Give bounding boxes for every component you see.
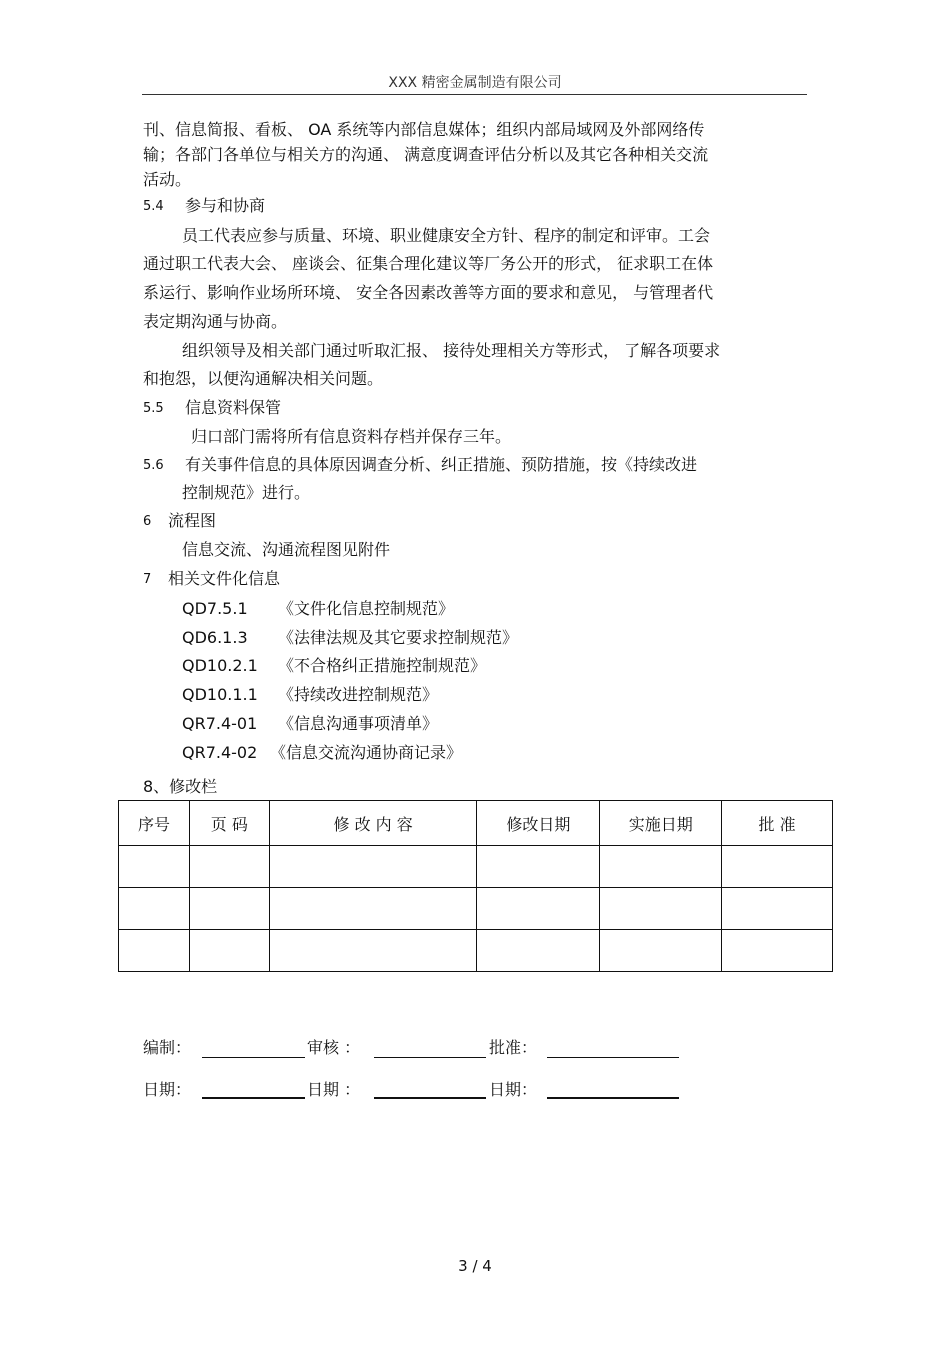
table-row — [119, 846, 833, 888]
col-header-page: 页 码 — [189, 801, 269, 846]
section-5-5-text: 归口部门需将所有信息资料存档并保存三年。 — [191, 427, 512, 446]
doc-code: QD10.1.1 — [182, 685, 258, 704]
col-header-approve: 批 准 — [722, 801, 833, 846]
col-header-seq: 序号 — [119, 801, 190, 846]
doc-name: 《信息沟通事项清单》 — [278, 714, 439, 733]
section-6-text: 信息交流、沟通流程图见附件 — [182, 540, 391, 559]
doc-name: 《不合格纠正措施控制规范》 — [278, 656, 487, 675]
approve-label: 批准： — [489, 1038, 538, 1057]
page-number: 3 / 4 — [458, 1257, 492, 1275]
revision-header-row — [119, 801, 833, 846]
table-cell — [600, 888, 722, 930]
review-label: 审核 ： — [307, 1038, 361, 1057]
table-cell — [269, 846, 477, 888]
section-5-6-line-1: 有关事件信息的具体原因调查分析、纠正措施、预防措施，按《持续改进 — [185, 455, 698, 474]
compile-blank — [202, 1039, 305, 1058]
doc-name: 《持续改进控制规范》 — [278, 685, 439, 704]
doc-code: QR7.4-02 — [182, 743, 258, 762]
section-8-title: 8、修改栏 — [143, 777, 218, 796]
col-header-content: 修 改 内 容 — [269, 801, 477, 846]
s54-p2-line-1: 组织领导及相关部门通过听取汇报、 接待处理相关方等形式， 了解各项要求 — [182, 341, 721, 360]
section-5-6-line-2: 控制规范》进行。 — [182, 483, 311, 502]
s54-p1-line-1: 员工代表应参与质量、环境、职业健康安全方针、程序的制定和评审。工会 — [182, 226, 711, 245]
s54-p1-line-2: 通过职工代表大会、 座谈会、征集合理化建议等厂务公开的形式， 征求职工在体 — [143, 254, 714, 273]
approve-blank — [547, 1039, 679, 1058]
doc-code: QD10.2.1 — [182, 656, 258, 675]
col-header-effective-date: 实施日期 — [600, 801, 722, 846]
s54-p1-line-3: 系运行、影响作业场所环境、 安全各因素改善等方面的要求和意见， 与管理者代 — [143, 283, 714, 302]
table-cell — [722, 846, 833, 888]
table-cell — [189, 888, 269, 930]
doc-name: 《法律法规及其它要求控制规范》 — [278, 628, 519, 647]
section-5-6-number: 5.6 — [143, 458, 164, 473]
table-cell — [119, 846, 190, 888]
section-5-4-title: 参与和协商 — [185, 196, 266, 215]
doc-name: 《文件化信息控制规范》 — [278, 599, 455, 618]
table-cell — [477, 930, 600, 972]
col-header-revise-date: 修改日期 — [477, 801, 600, 846]
date-label-1: 日期： — [143, 1080, 192, 1099]
doc-code: QR7.4-01 — [182, 714, 258, 733]
doc-name: 《信息交流沟通协商记录》 — [270, 743, 463, 762]
table-cell — [119, 930, 190, 972]
table-cell — [189, 930, 269, 972]
review-blank — [374, 1039, 486, 1058]
table-cell — [119, 888, 190, 930]
table-row — [119, 888, 833, 930]
section-6-number: 6 — [143, 514, 152, 529]
table-cell — [722, 930, 833, 972]
table-cell — [600, 930, 722, 972]
date-blank-1 — [202, 1079, 305, 1099]
date-blank-2 — [374, 1079, 486, 1099]
intro-line-1: 刊、信息简报、看板、 OA 系统等内部信息媒体；组织内部局域网及外部网络传 — [143, 120, 705, 139]
section-5-5-title: 信息资料保管 — [185, 398, 282, 417]
section-5-5-number: 5.5 — [143, 401, 164, 416]
table-cell — [477, 888, 600, 930]
section-6-title: 流程图 — [168, 511, 217, 530]
table-cell — [189, 846, 269, 888]
date-label-2: 日期 ： — [307, 1080, 361, 1099]
table-cell — [722, 888, 833, 930]
table-cell — [269, 888, 477, 930]
table-cell — [477, 846, 600, 888]
intro-line-2: 输；各部门各单位与相关方的沟通、 满意度调查评估分析以及其它各种相关交流 — [143, 145, 709, 164]
revision-table — [118, 800, 833, 972]
doc-code: QD7.5.1 — [182, 599, 248, 618]
intro-line-3: 活动。 — [143, 170, 192, 189]
table-cell — [269, 930, 477, 972]
s54-p1-line-4: 表定期沟通与协商。 — [143, 312, 288, 331]
date-blank-3 — [547, 1079, 679, 1099]
compile-label: 编制： — [143, 1038, 192, 1057]
section-7-title: 相关文件化信息 — [168, 569, 281, 588]
s54-p2-line-2: 和抱怨，以便沟通解决相关问题。 — [143, 369, 384, 388]
header-rule — [142, 94, 807, 95]
table-row — [119, 930, 833, 972]
date-label-3: 日期： — [489, 1080, 538, 1099]
document-header: XXX 精密金属制造有限公司 — [388, 75, 562, 91]
doc-code: QD6.1.3 — [182, 628, 248, 647]
section-7-number: 7 — [143, 572, 152, 587]
section-5-4-number: 5.4 — [143, 199, 164, 214]
table-cell — [600, 846, 722, 888]
